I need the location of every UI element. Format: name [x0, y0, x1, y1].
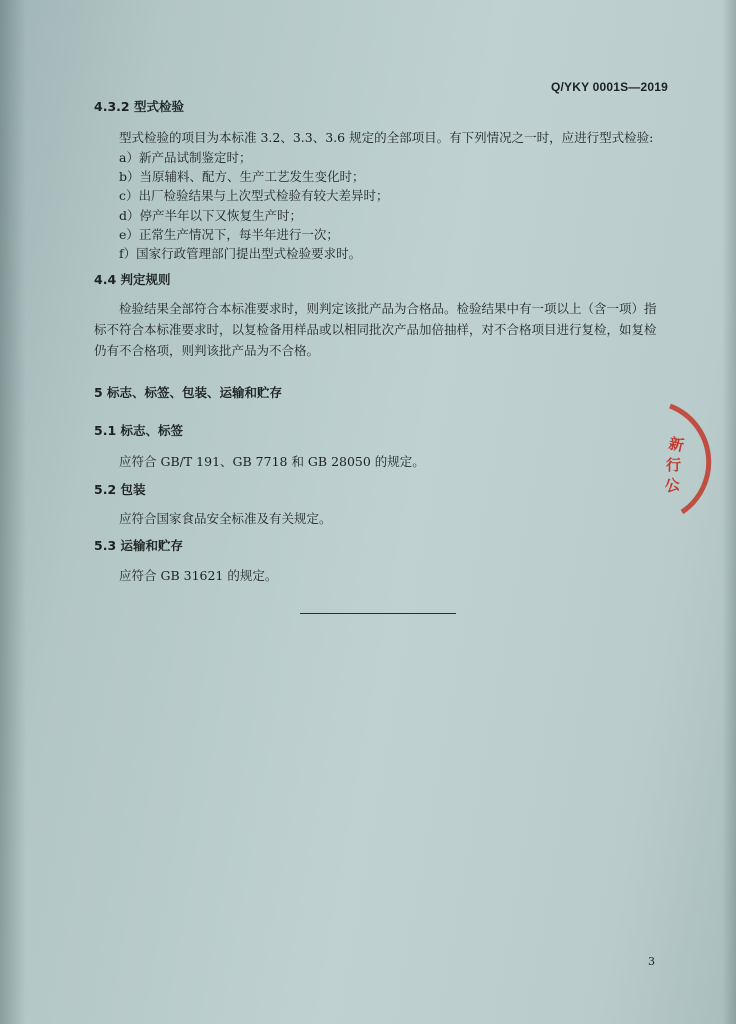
paragraph-line: 仍有不合格项，则判该批产品为不合格。 [94, 343, 320, 358]
company-seal [630, 400, 736, 520]
svg-text:新: 新 [667, 434, 686, 456]
section-heading-5-2: 5.2 包装 [94, 482, 146, 497]
section-heading-5-1: 5.1 标志、标签 [94, 423, 183, 438]
section-heading-5: 5 标志、标签、包装、运输和贮存 [94, 385, 283, 400]
paragraph-5-3: 应符合 GB 31621 的规定。 [119, 568, 278, 583]
section-heading-4-3-2: 4.3.2 型式检验 [94, 99, 184, 114]
paragraph-line: 检验结果全部符合本标准要求时，则判定该批产品为合格品。检验结果中有一项以上（含一项）指 [119, 301, 657, 316]
svg-text:公: 公 [663, 475, 682, 496]
end-rule [300, 613, 456, 614]
list-item: f）国家行政管理部门提出型式检验要求时。 [119, 246, 362, 261]
paragraph-line: 标不符合本标准要求时，以复检备用样品或以相同批次产品加倍抽样，对不合格项目进行复检，如复检 [94, 322, 657, 337]
document-number: Q/YKY 0001S—2019 [550, 80, 668, 94]
list-item: e）正常生产情况下，每半年进行一次； [119, 227, 339, 242]
list-item: b）当原辅料、配方、生产工艺发生变化时； [119, 169, 365, 184]
paragraph-5-2: 应符合国家食品安全标准及有关规定。 [119, 511, 332, 526]
list-item: c）出厂检验结果与上次型式检验有较大差异时； [119, 188, 389, 203]
section-heading-5-3: 5.3 运输和贮存 [94, 538, 183, 553]
page-edge-shadow [0, 0, 26, 1024]
list-item: d）停产半年以下又恢复生产时； [119, 208, 303, 223]
svg-text:行: 行 [666, 456, 682, 474]
section-heading-4-4: 4.4 判定规则 [94, 272, 171, 287]
page-number: 3 [648, 955, 655, 968]
paragraph-5-1: 应符合 GB/T 191、GB 7718 和 GB 28050 的规定。 [119, 454, 425, 469]
seal-arc-icon [630, 400, 736, 520]
list-item: a）新产品试制鉴定时； [119, 150, 252, 165]
paragraph-type-inspection: 型式检验的项目为本标准 3.2、3.3、3.6 规定的全部项目。有下列情况之一时，应进行型式检验: [119, 130, 654, 145]
